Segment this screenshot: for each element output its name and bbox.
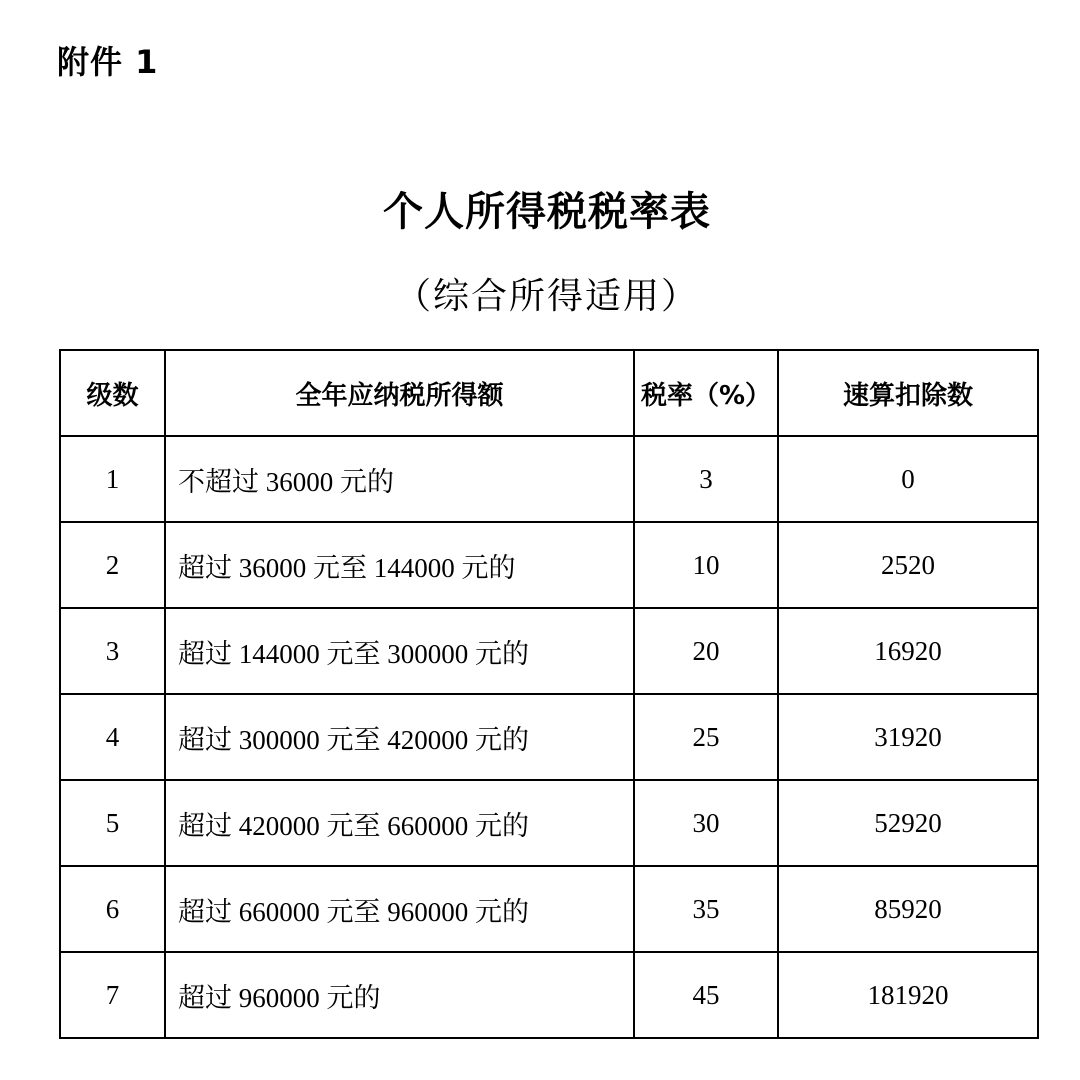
document-title: 个人所得税税率表 [383, 188, 711, 235]
tax-rate-cell: 30 [634, 780, 778, 866]
income-range-cell: 超过 660000 元至 960000 元的 [165, 866, 634, 952]
quick-deduction-cell: 181920 [778, 952, 1038, 1038]
quick-deduction-cell: 2520 [778, 522, 1038, 608]
header-taxable-income: 全年应纳税所得额 [165, 350, 634, 436]
tax-rate-cell: 10 [634, 522, 778, 608]
quick-deduction-cell: 85920 [778, 866, 1038, 952]
quick-deduction-cell: 31920 [778, 694, 1038, 780]
table-row [60, 780, 1038, 866]
tax-rate-table [59, 349, 1039, 1039]
income-range-cell: 超过 420000 元至 660000 元的 [165, 780, 634, 866]
level-cell: 3 [60, 608, 165, 694]
header-quick-deduction: 速算扣除数 [778, 350, 1038, 436]
income-range-cell: 超过 300000 元至 420000 元的 [165, 694, 634, 780]
quick-deduction-cell: 52920 [778, 780, 1038, 866]
tax-rate-cell: 35 [634, 866, 778, 952]
table-row [60, 608, 1038, 694]
tax-rate-cell: 45 [634, 952, 778, 1038]
document-subtitle: （综合所得适用） [394, 276, 699, 317]
tax-rate-cell: 3 [634, 436, 778, 522]
level-cell: 1 [60, 436, 165, 522]
level-cell: 5 [60, 780, 165, 866]
level-cell: 6 [60, 866, 165, 952]
table-row [60, 436, 1038, 522]
quick-deduction-cell: 0 [778, 436, 1038, 522]
income-range-cell: 超过 36000 元至 144000 元的 [165, 522, 634, 608]
tax-rate-cell: 25 [634, 694, 778, 780]
table-row [60, 522, 1038, 608]
table-row [60, 866, 1038, 952]
level-cell: 4 [60, 694, 165, 780]
tax-rate-cell: 20 [634, 608, 778, 694]
level-cell: 7 [60, 952, 165, 1038]
table-row [60, 694, 1038, 780]
income-range-cell: 超过 144000 元至 300000 元的 [165, 608, 634, 694]
table-header-row [60, 350, 1038, 436]
attachment-label: 附件 1 [57, 43, 159, 81]
table-row [60, 952, 1038, 1038]
income-range-cell: 超过 960000 元的 [165, 952, 634, 1038]
header-tax-rate: 税率（%） [634, 350, 778, 436]
level-cell: 2 [60, 522, 165, 608]
header-level: 级数 [60, 350, 165, 436]
income-range-cell: 不超过 36000 元的 [165, 436, 634, 522]
quick-deduction-cell: 16920 [778, 608, 1038, 694]
